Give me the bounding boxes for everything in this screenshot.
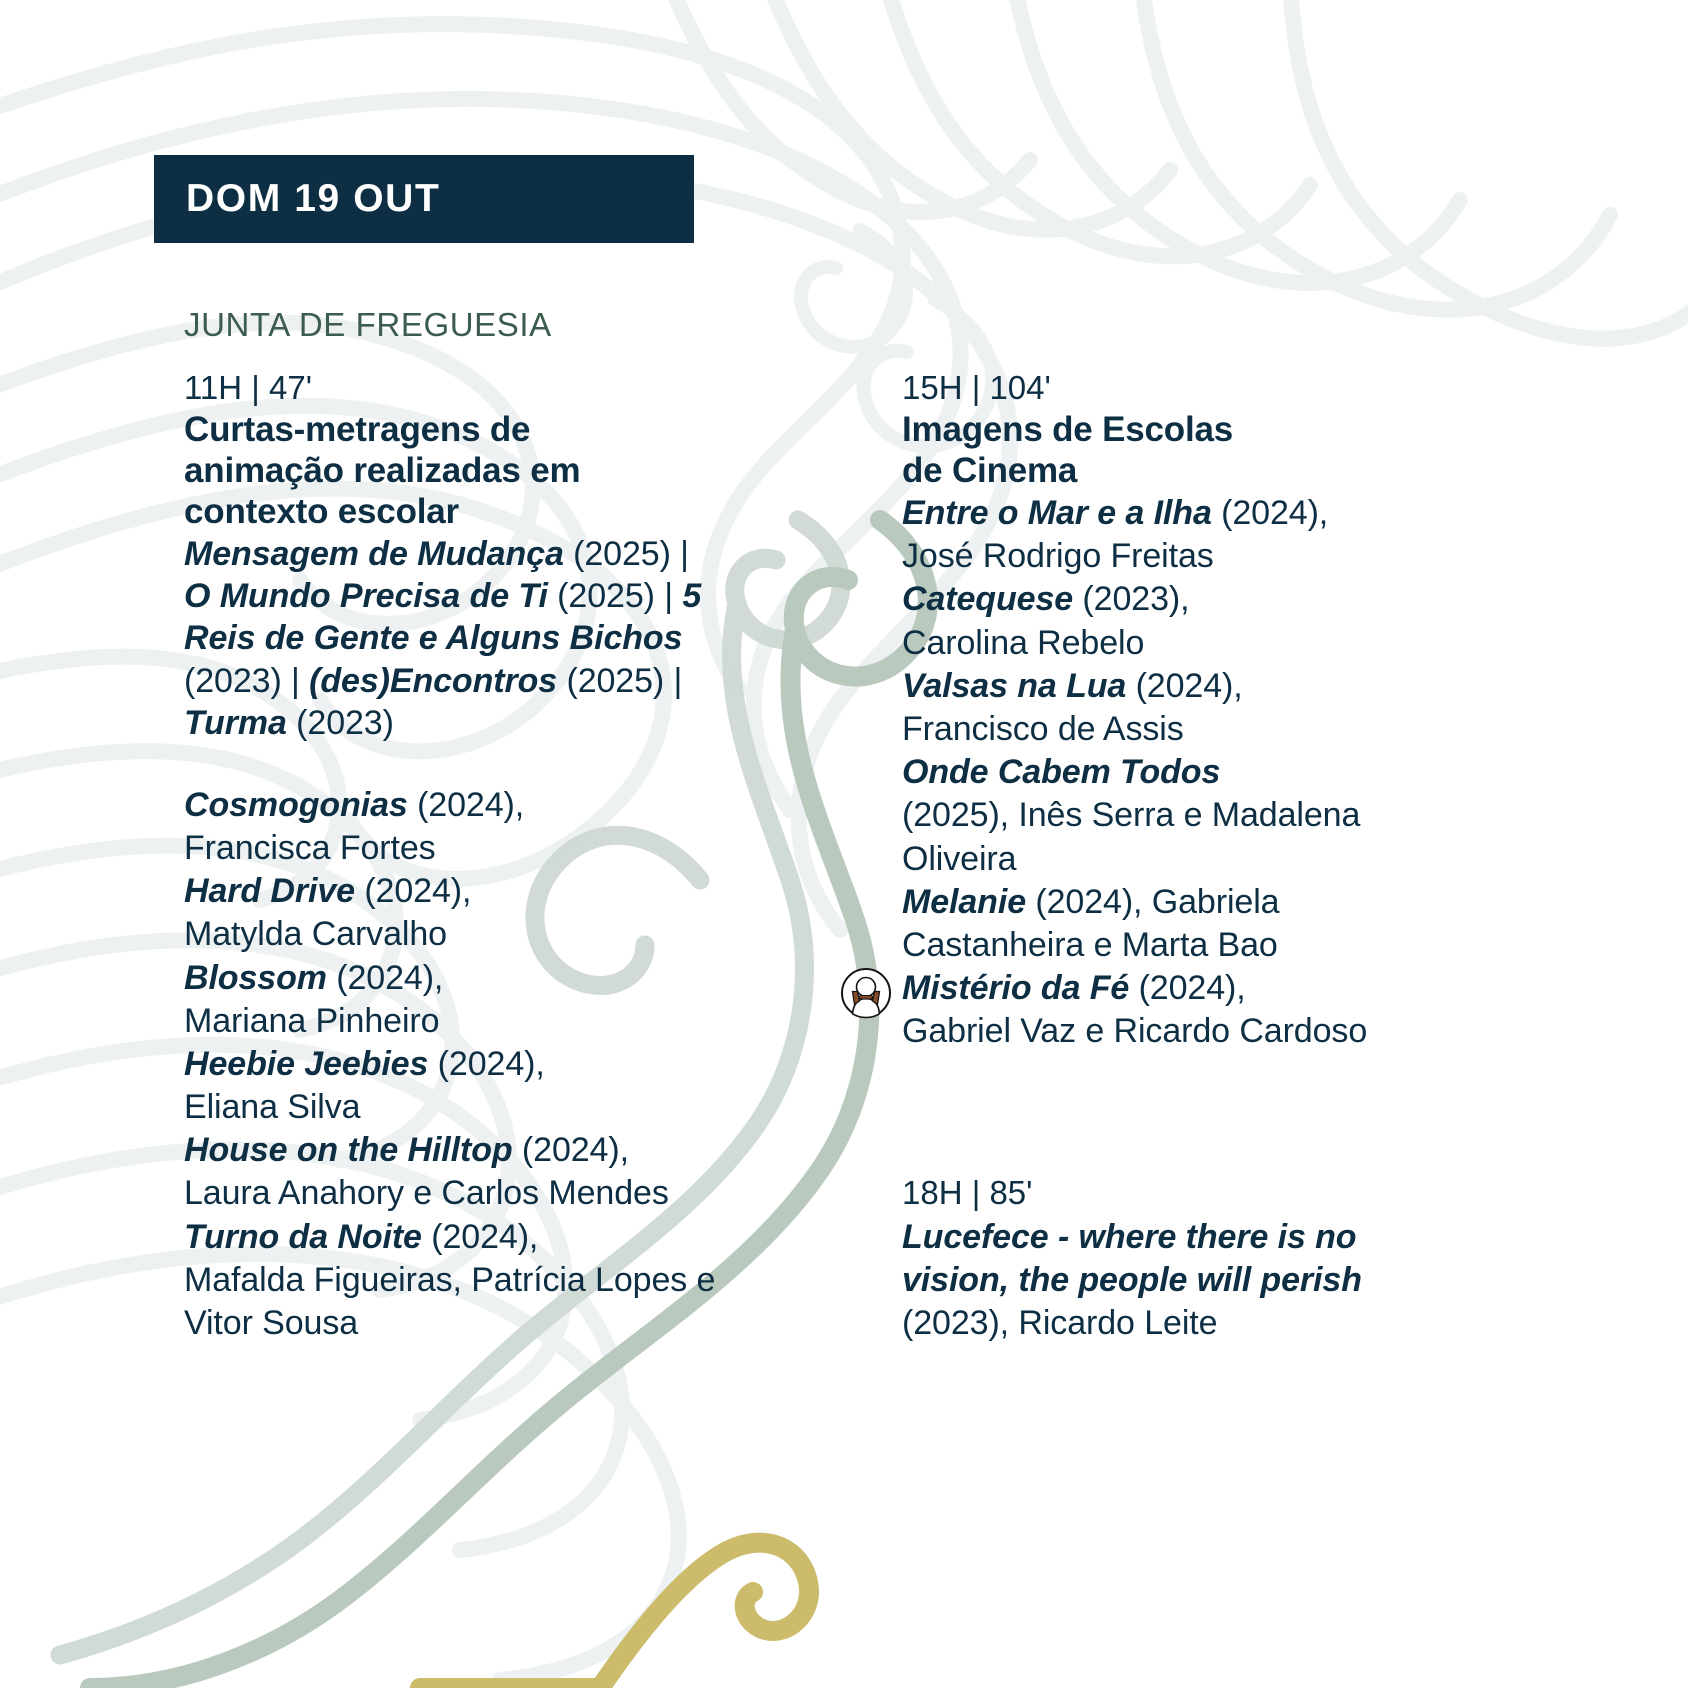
column-right <box>902 368 1442 1345</box>
film-title: Mensagem de Mudança <box>184 535 564 574</box>
film-title: Valsas na Lua <box>902 666 1127 705</box>
film-entry <box>184 1216 724 1346</box>
film-directors: José Rodrigo Freitas <box>902 537 1214 576</box>
film-directors: Mariana Pinheiro <box>184 1001 440 1040</box>
film-entry <box>184 957 724 1043</box>
film-year: (2024), <box>521 1131 629 1170</box>
film-year: (2023), <box>1082 580 1190 619</box>
film-title: O Mundo Precisa de Ti <box>184 577 548 616</box>
film-directors: Gabriel Vaz e Ricardo Cardoso <box>902 1012 1368 1051</box>
film-title: (des)Encontros <box>309 661 558 700</box>
film-directors: Francisco de Assis <box>902 709 1184 748</box>
film-directors: Carolina Rebelo <box>902 623 1145 662</box>
film-title: Catequese <box>902 580 1074 619</box>
film-entry <box>184 1129 724 1215</box>
spacer <box>902 1053 1442 1173</box>
film-directors: Inês Serra e Madalena Oliveira <box>902 796 1361 878</box>
session-time: 18H | 85' <box>902 1174 1033 1212</box>
film-directors: Ricardo Leite <box>1018 1303 1218 1342</box>
film-entry <box>902 1216 1442 1346</box>
film-year: (2023), <box>902 1303 1010 1342</box>
film-year: (2024), <box>1035 882 1143 921</box>
date-badge-label: DOM 19 OUT <box>186 177 441 220</box>
film-entry <box>184 784 724 870</box>
film-year: (2024), <box>1135 666 1243 705</box>
session-title-line: animação realizadas em <box>184 451 581 491</box>
film-separator: | <box>291 661 300 700</box>
film-title: Turma <box>184 703 287 742</box>
film-year: (2024), <box>1138 969 1246 1008</box>
film-directors: Mafalda Figueiras, Patrícia Lopes e Vitor Sousa <box>184 1260 716 1342</box>
film-title: Blossom <box>184 958 327 997</box>
film-entry <box>184 1043 724 1129</box>
film-year: (2023) <box>296 703 394 742</box>
film-title: Hard Drive <box>184 872 355 911</box>
film-title: Heebie Jeebies <box>184 1044 429 1083</box>
film-entry <box>902 751 1442 881</box>
film-year: (2024), <box>437 1044 545 1083</box>
session-time: 15H | 104' <box>902 369 1051 406</box>
film-list <box>902 1216 1442 1346</box>
film-year: (2024), <box>336 958 444 997</box>
session-title-line: de Cinema <box>902 451 1078 491</box>
session-title-line: Imagens de Escolas <box>902 410 1234 450</box>
session-title-line: Curtas-metragens de <box>184 410 531 450</box>
film-runon-list <box>184 533 724 744</box>
film-year: (2023) <box>184 661 282 700</box>
session-title-line: contexto escolar <box>184 492 459 532</box>
film-title: Turno da Noite <box>184 1217 422 1256</box>
film-entry <box>902 665 1442 751</box>
film-year: (2024), <box>1221 494 1329 533</box>
film-title: Entre o Mar e a Ilha <box>902 494 1212 533</box>
film-directors: Francisca Fortes <box>184 829 436 868</box>
film-directors: Matylda Carvalho <box>184 915 447 954</box>
film-separator: | <box>673 661 683 700</box>
film-title: Cosmogonias <box>184 785 408 824</box>
venue-label: JUNTA DE FREGUESIA <box>184 306 552 343</box>
film-title: House on the Hilltop <box>184 1131 513 1170</box>
film-year: (2024), <box>417 785 525 824</box>
film-title: Lucefece - where there is no vision, the people will perish <box>902 1217 1362 1299</box>
film-separator: | <box>680 535 689 574</box>
film-year: (2025) <box>566 661 665 700</box>
date-badge <box>154 155 694 243</box>
film-entry <box>902 578 1442 664</box>
film-directors: Laura Anahory e Carlos Mendes <box>184 1174 669 1213</box>
film-entry <box>184 870 724 956</box>
film-title: Mistério da Fé <box>902 969 1130 1008</box>
film-entry <box>902 967 1442 1053</box>
session-time: 11H | 47' <box>184 369 313 406</box>
film-directors: Gabriela Castanheira e Marta Bao <box>902 882 1280 964</box>
film-list <box>902 492 1442 1053</box>
session-title <box>184 410 724 533</box>
film-separator: | <box>664 577 673 616</box>
film-year: (2025) <box>557 577 655 616</box>
film-list <box>184 784 724 1345</box>
film-title: 5 Reis de Gente e Alguns Bichos <box>184 577 702 658</box>
film-year: (2024), <box>364 872 472 911</box>
session-title <box>902 410 1442 492</box>
film-year: (2024), <box>431 1217 539 1256</box>
film-entry <box>902 492 1442 578</box>
column-left <box>184 368 724 1345</box>
sign-language-icon <box>840 967 892 1019</box>
film-entry <box>902 881 1442 967</box>
film-title: Onde Cabem Todos <box>902 753 1221 792</box>
film-year: (2025), <box>902 796 1010 835</box>
spacer <box>184 744 724 784</box>
film-year: (2025) <box>573 535 671 574</box>
film-directors: Eliana Silva <box>184 1088 361 1127</box>
film-title: Melanie <box>902 882 1027 921</box>
